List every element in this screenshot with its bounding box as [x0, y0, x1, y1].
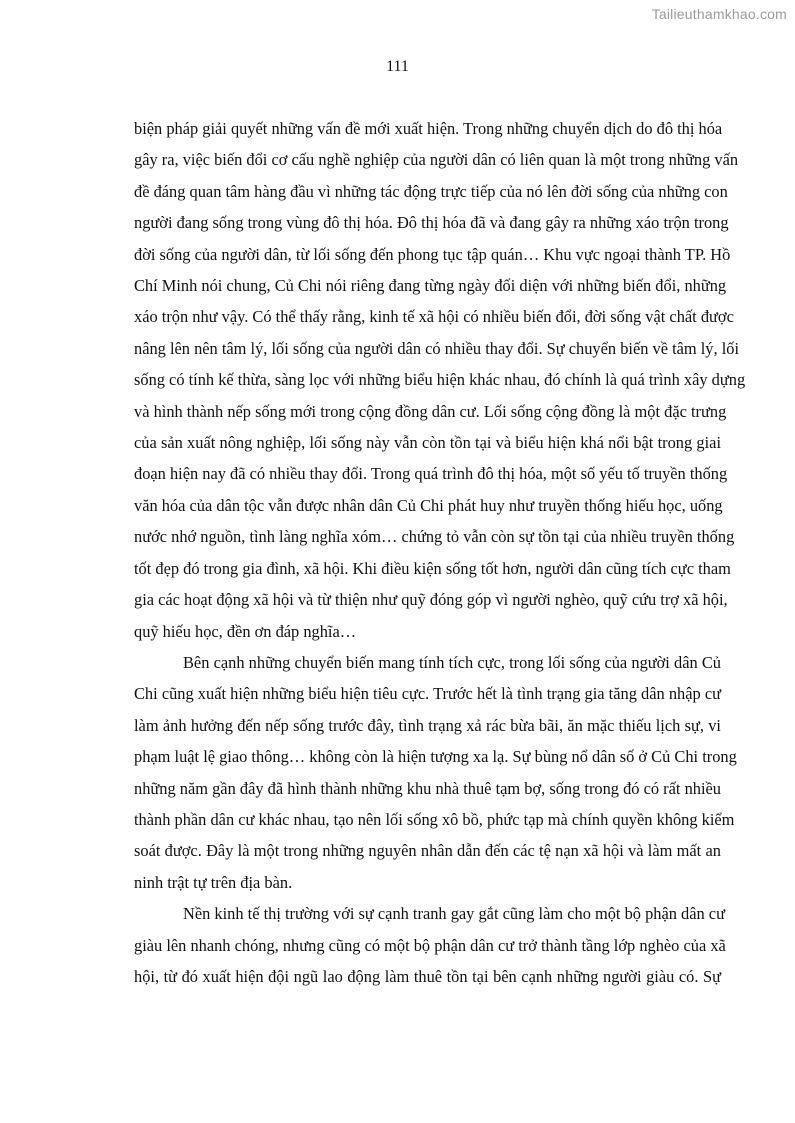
text-line: soát được. Đây là một trong những nguyên nhân dẫn đến các tệ nạn xã hội và làm mất an: [134, 841, 721, 861]
text-line: xáo trộn như vậy. Có thể thấy rằng, kinh tế xã hội có nhiều biến đổi, đời sống vật chất được: [134, 307, 734, 327]
text-line: giàu lên nhanh chóng, nhưng cũng có một bộ phận dân cư trở thành tầng lớp nghèo của xã: [134, 935, 726, 955]
text-line: ninh trật tự trên địa bàn.: [134, 872, 293, 892]
text-line: Chí Minh nói chung, Củ Chi nói riêng đang từng ngày đối diện với những biến đổi, những: [134, 276, 727, 296]
text-line: làm ảnh hưởng đến nếp sống trước đây, tình trạng xả rác bừa bãi, ăn mặc thiếu lịch sự, vi: [134, 715, 721, 735]
text-line: đề đáng quan tâm hàng đầu vì những tác động trực tiếp của nó lên đời sống của những con: [134, 181, 728, 201]
text-line: nâng lên nên tâm lý, lối sống của người dân có nhiều thay đổi. Sự chuyển biến về tâm lý, lối: [134, 338, 739, 358]
text-line: người đang sống trong vùng đô thị hóa. Đô thị hóa đã và đang gây ra những xáo trộn trong: [134, 213, 729, 233]
text-line: thành phần dân cư khác nhau, tạo nên lối sống xô bồ, phức tạp mà chính quyền không kiểm: [134, 809, 735, 829]
text-line: Nền kinh tế thị trường với sự cạnh tranh gay gắt cũng làm cho một bộ phận dân cư: [183, 904, 725, 924]
text-line: tốt đẹp đó trong gia đình, xã hội. Khi điều kiện sống tốt hơn, người dân cũng tích cực tham: [134, 558, 731, 578]
page-number: 111: [386, 58, 409, 75]
text-line: những năm gần đây đã hình thành những khu nhà thuê tạm bợ, sống trong đó có rất nhiều: [134, 778, 721, 798]
text-line: Bên cạnh những chuyển biến mang tính tích cực, trong lối sống của người dân Củ: [183, 652, 721, 672]
text-line: phạm luật lệ giao thông… không còn là hiện tượng xa lạ. Sự bùng nổ dân số ở Củ Chi trong: [134, 747, 737, 767]
text-line: nước nhớ nguồn, tình làng nghĩa xóm… chứng tỏ vẫn còn sự tồn tại của nhiều truyền thống: [134, 527, 735, 547]
text-line: của sản xuất nông nghiệp, lối sống này vẫn còn tồn tại và biểu hiện khá nổi bật trong giai: [134, 433, 721, 453]
text-line: văn hóa của dân tộc vẫn được nhân dân Củ Chi phát huy như truyền thống hiếu học, uống: [134, 495, 723, 515]
paragraph: [134, 647, 737, 898]
text-line: gây ra, việc biến đổi cơ cấu nghề nghiệp của người dân có liên quan là một trong những vấn: [134, 150, 739, 170]
text-line: quỹ hiếu học, đền ơn đáp nghĩa…: [134, 621, 357, 641]
text-line: đời sống của người dân, từ lối sống đến phong tục tập quán… Khu vực ngoại thành TP. Hồ: [134, 244, 731, 264]
text-line: và hình thành nếp sống mới trong cộng đồng dân cư. Lối sống cộng đồng là một đặc trưng: [134, 401, 727, 421]
text-line: sống có tính kế thừa, sàng lọc với những biểu hiện khác nhau, đó chính là quá trình xây dựng: [134, 370, 746, 390]
text-line: đoạn hiện nay đã có nhiều thay đổi. Trong quá trình đô thị hóa, một số yếu tố truyền thống: [134, 464, 728, 484]
text-line: Chi cũng xuất hiện những biểu hiện tiêu cực. Trước hết là tình trạng gia tăng dân nhập cư: [134, 684, 721, 704]
text-line: gia các hoạt động xã hội và từ thiện như quỹ đóng góp vì người nghèo, quỹ cứu trợ xã hội,: [134, 590, 728, 610]
watermark: Tailieuthamkhao.com: [651, 6, 787, 22]
text-line: hội, từ đó xuất hiện đội ngũ lao động làm thuê tồn tại bên cạnh những người giàu có. Sự: [134, 966, 721, 986]
text-line: biện pháp giải quyết những vấn đề mới xuất hiện. Trong những chuyển dịch do đô thị hóa: [134, 119, 723, 138]
document-body: [134, 113, 746, 992]
paragraph: [134, 113, 746, 647]
paragraph: [134, 898, 726, 992]
